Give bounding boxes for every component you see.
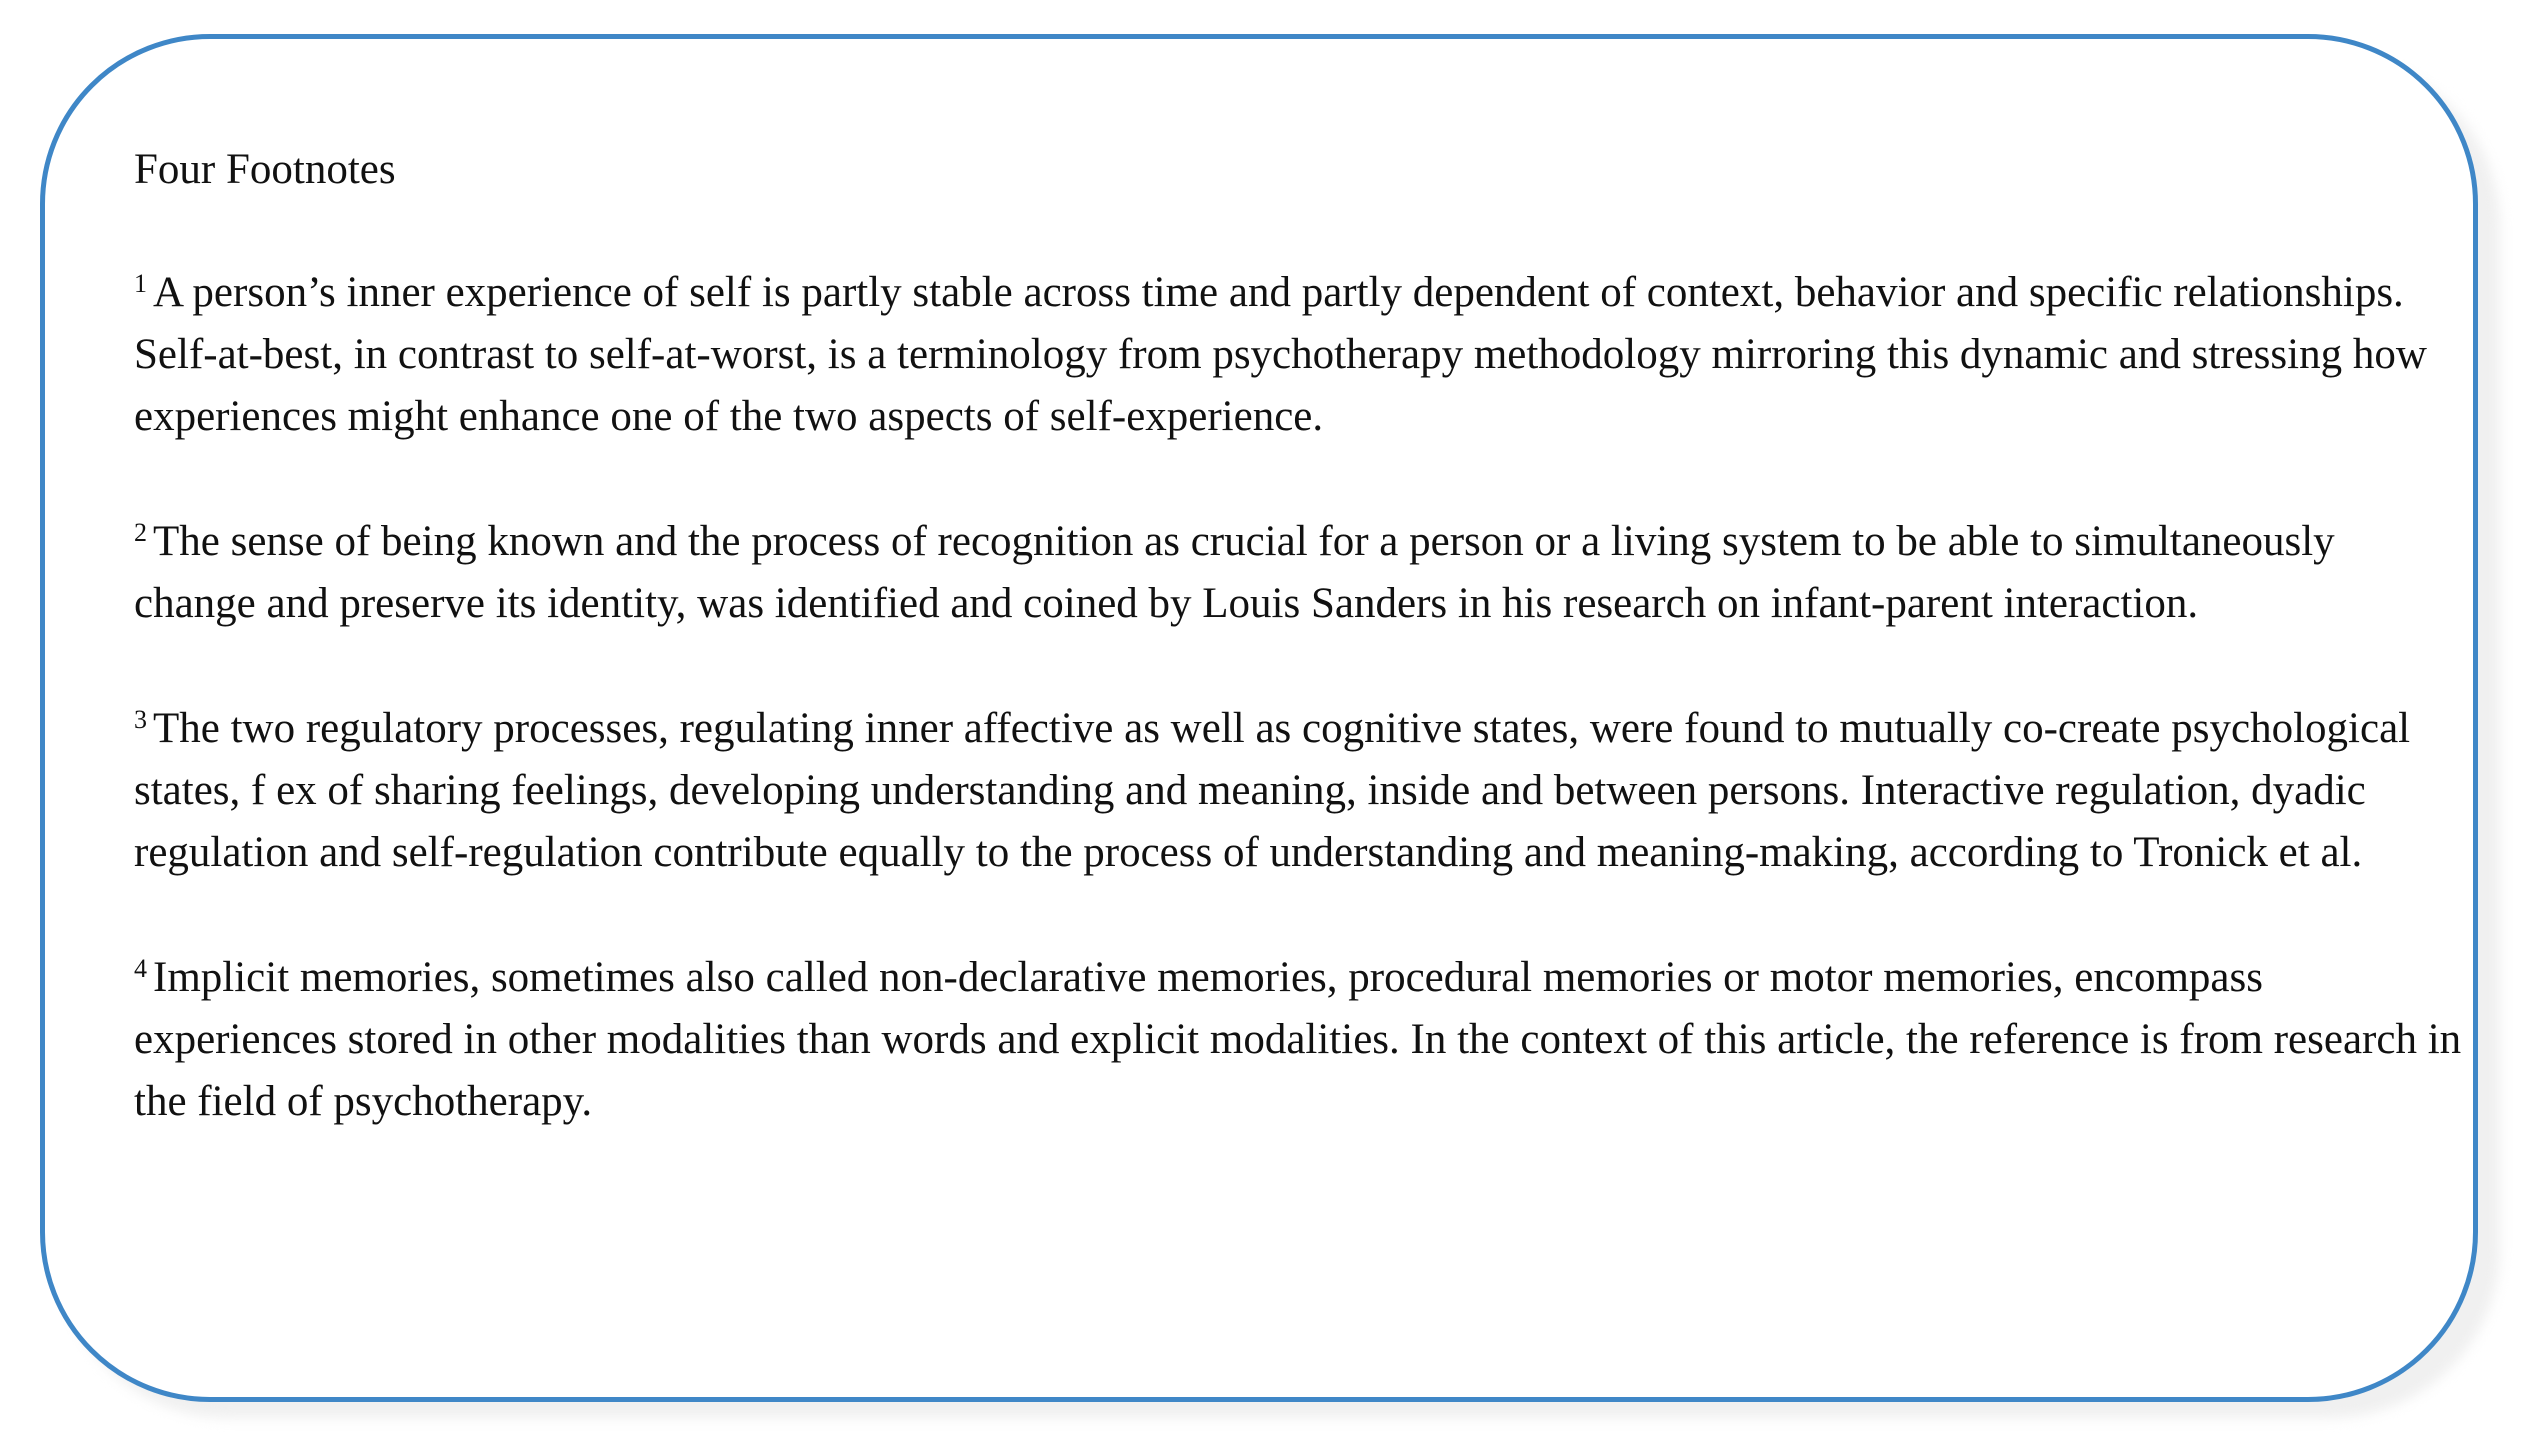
footnote-number: 3	[134, 705, 147, 734]
footnotes-content	[134, 140, 2464, 1196]
document-title: Four Footnotes	[134, 146, 396, 193]
footnote-number: 2	[134, 518, 147, 547]
footnote-number: 4	[134, 954, 147, 983]
footnote-text: The sense of being known and the process of recognition as crucial for a person or a living system to be able to simultaneously change and preserve its identity, was identified and coined by Louis Sanders in his research on infant-parent interaction.	[134, 518, 2335, 627]
footnote-text: Implicit memories, sometimes also called non-declarative memories, procedural memories or motor memories, encompass experiences stored in other modalities than words and explicit modalities. In the context of this article, the reference is from research in the field of psychotherapy.	[134, 954, 2462, 1125]
footnote-2	[134, 511, 2464, 635]
footnote-3	[134, 698, 2464, 884]
footnote-text: The two regulatory processes, regulating inner affective as well as cognitive states, were found to mutually co-create psychological states, f ex of sharing feelings, developing understanding and meaning, inside and between persons. Interactive regulation, dyadic regulation and self-regulation contribute equally to the process of understanding and meaning-making, according to Tronick et al.	[134, 705, 2411, 876]
footnote-1	[134, 262, 2464, 448]
footnote-text: A person’s inner experience of self is partly stable across time and partly dependent of context, behavior and specific relationships. Self-at-best, in contrast to self-at-worst, is a terminology from psychotherapy methodology mirroring this dynamic and stressing how experiences might enhance one of the two aspects of self-experience.	[134, 269, 2427, 440]
footnote-number: 1	[134, 269, 147, 298]
footnote-4	[134, 947, 2464, 1133]
